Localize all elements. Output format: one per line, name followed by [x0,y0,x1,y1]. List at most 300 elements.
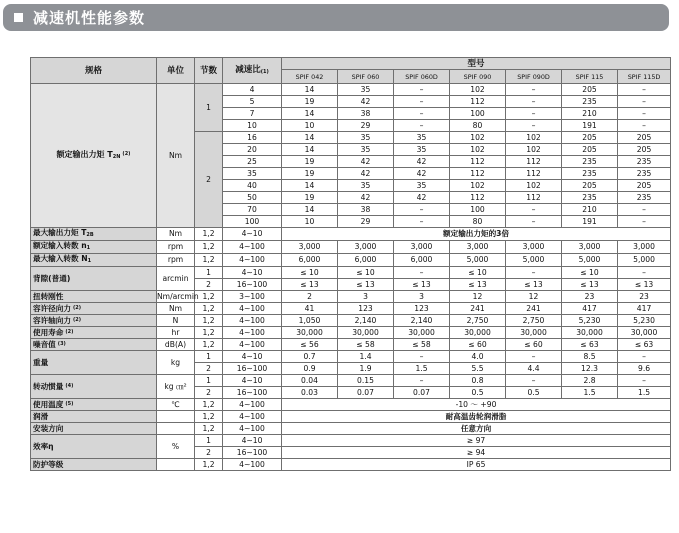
value-cell: 1.5 [618,387,671,399]
ratio-cell: 35 [223,168,282,180]
value-cell: ≤ 58 [394,339,450,351]
ratio-cell: 4~10 [223,435,282,447]
value-cell: 123 [338,303,394,315]
ratio-cell: 40 [223,180,282,192]
value-cell: 9.6 [618,363,671,375]
inertia-row [31,375,671,387]
max-speed-label-cell [31,254,157,267]
ratio-cell: 4~100 [223,241,282,254]
value-cell: 3,000 [562,241,618,254]
value-cell: – [506,204,562,216]
max-torque-label-cell [31,228,157,241]
lifetime-label-cell [31,327,157,339]
value-cell: ≤ 13 [282,279,338,291]
value-cell: 417 [618,303,671,315]
max-speed-row [31,254,671,267]
inertia-label: 转动惯量 [33,382,64,391]
value-cell: 112 [506,168,562,180]
value-cell: ≤ 58 [338,339,394,351]
value-cell: 112 [506,192,562,204]
value-cell: 30,000 [618,327,671,339]
value-cell: 205 [618,132,671,144]
model-header: SPIF 090D [506,70,562,84]
value-cell: ≤ 13 [394,279,450,291]
ratio-cell: 4~100 [223,459,282,471]
value-cell: 4.4 [506,363,562,375]
value-cell: 14 [282,108,338,120]
value-cell: – [506,108,562,120]
value-cell: ≤ 13 [562,279,618,291]
temperature-label: 使用温度 [33,400,64,409]
title-square-icon [14,13,23,22]
value-cell: 4.0 [450,351,506,363]
unit-cell [157,423,195,435]
page-title: 减速机性能参数 [33,9,146,27]
backlash-row [31,267,671,279]
axial-force-footnote: (2) [72,317,82,323]
header-model: 型号 [282,58,671,70]
stage-cell: 1,2 [195,411,223,423]
unit-cell: dB(A) [157,339,195,351]
value-cell: 30,000 [394,327,450,339]
noise-row [31,339,671,351]
rated-speed-label-cell [31,241,157,254]
value-cell: 3 [394,291,450,303]
value-cell: 205 [618,180,671,192]
value-cell: 35 [338,132,394,144]
stiffness-label: 扭转刚性 [33,291,64,301]
value-cell: 102 [506,180,562,192]
stage-cell: 1 [195,435,223,447]
value-cell: ≤ 13 [450,279,506,291]
temperature-label-cell [31,399,157,411]
noise-label-cell [31,339,157,351]
stiffness-label-cell [31,291,157,303]
model-header: SPIF 042 [282,70,338,84]
rated-torque-unit: Nm [157,84,195,228]
value-cell: ≤ 10 [338,267,394,279]
rated-torque-label-cell [31,84,157,228]
unit-cell: hr [157,327,195,339]
value-cell: 35 [394,180,450,192]
unit-cell: Nm [157,228,195,241]
value-cell: 191 [562,216,618,228]
ratio-cell: 4~100 [223,327,282,339]
ratio-cell: 4~10 [223,228,282,241]
temperature-value: -10 ～ +90 [282,399,671,411]
value-cell: 0.5 [450,387,506,399]
ratio-cell: 4~100 [223,254,282,267]
value-cell: 30,000 [338,327,394,339]
value-cell: 10 [282,120,338,132]
max-torque-label: 最大输出力矩 T [33,228,87,237]
value-cell: 112 [450,168,506,180]
value-cell: ≤ 56 [282,339,338,351]
model-header: SPIF 060D [394,70,450,84]
value-cell: 5.5 [450,363,506,375]
stage-cell: 1,2 [195,291,223,303]
mounting-value: 任意方向 [282,423,671,435]
stage-cell: 1,2 [195,254,223,267]
radial-force-label-cell [31,303,157,315]
title-bar [3,4,669,31]
value-cell: 19 [282,192,338,204]
value-cell: – [618,108,671,120]
lubrication-value: 耐高温齿轮润滑脂 [282,411,671,423]
stage-cell: 2 [195,132,223,228]
value-cell: – [394,351,450,363]
value-cell: 235 [562,192,618,204]
value-cell: 12 [450,291,506,303]
value-cell: ≤ 13 [506,279,562,291]
value-cell: 30,000 [450,327,506,339]
lifetime-row [31,327,671,339]
value-cell: 10 [282,216,338,228]
value-cell: 19 [282,96,338,108]
stage-cell: 1,2 [195,228,223,241]
protection-value: IP 65 [282,459,671,471]
protection-label-cell [31,459,157,471]
efficiency-row [31,435,671,447]
value-cell: 29 [338,120,394,132]
value-cell: 100 [450,204,506,216]
value-cell: 1.4 [338,351,394,363]
model-header: SPIF 115D [618,70,671,84]
stage-cell: 2 [195,387,223,399]
value-cell: – [506,351,562,363]
radial-force-footnote: (2) [72,305,82,311]
value-cell: 102 [506,132,562,144]
ratio-cell: 5 [223,96,282,108]
ratio-cell: 16~100 [223,363,282,375]
rated-speed-subscript: 1 [86,245,91,251]
max-speed-subscript: 1 [87,258,92,264]
value-cell: 35 [338,180,394,192]
value-cell: 42 [394,156,450,168]
stage-cell: 1 [195,84,223,132]
ratio-cell: 4~100 [223,423,282,435]
value-cell: 112 [450,156,506,168]
header-unit: 单位 [157,58,195,84]
value-cell: – [506,216,562,228]
value-cell: – [618,120,671,132]
value-cell: 12.3 [562,363,618,375]
value-cell: 29 [338,216,394,228]
stage-cell: 2 [195,363,223,375]
rated-torque-subscript: 2N [112,154,121,160]
value-cell: 14 [282,144,338,156]
value-cell: 123 [394,303,450,315]
value-cell: 2 [282,291,338,303]
max-torque-value: 额定输出力矩的3倍 [282,228,671,241]
ratio-cell: 16 [223,132,282,144]
unit-cell: kg [157,351,195,375]
unit-cell: rpm [157,241,195,254]
unit-cell: ℃ [157,399,195,411]
value-cell: 0.5 [506,387,562,399]
ratio-cell: 70 [223,204,282,216]
value-cell: 35 [338,84,394,96]
stage-cell: 1 [195,267,223,279]
value-cell: 42 [338,156,394,168]
value-cell: 80 [450,120,506,132]
value-cell: 210 [562,204,618,216]
header-row [31,58,671,70]
unit-cell: kg ㎝² [157,375,195,399]
value-cell: 3,000 [506,241,562,254]
value-cell: – [618,216,671,228]
axial-force-row [31,315,671,327]
value-cell: 102 [506,144,562,156]
header-ratio-label: 减速比 [235,64,261,75]
value-cell: 3,000 [338,241,394,254]
value-cell: ≤ 13 [618,279,671,291]
value-cell: 1.9 [338,363,394,375]
unit-cell [157,459,195,471]
value-cell: 235 [562,156,618,168]
value-cell: ≤ 60 [450,339,506,351]
value-cell: 5,000 [562,254,618,267]
value-cell: 3,000 [282,241,338,254]
unit-cell: Nm [157,303,195,315]
ratio-cell: 4~10 [223,351,282,363]
value-cell: – [618,267,671,279]
value-cell: – [506,375,562,387]
value-cell: 205 [562,84,618,96]
value-cell: 23 [562,291,618,303]
value-cell: – [618,204,671,216]
unit-cell: rpm [157,254,195,267]
value-cell: 14 [282,180,338,192]
value-cell: 2,750 [506,315,562,327]
value-cell: 2.8 [562,375,618,387]
radial-force-label: 容许径向力 [33,304,71,313]
value-cell: 30,000 [282,327,338,339]
value-cell: 205 [562,132,618,144]
noise-label: 噪音值 [33,340,56,349]
ratio-cell: 7 [223,108,282,120]
value-cell: – [618,84,671,96]
backlash-label-cell [31,267,157,291]
value-cell: 112 [450,192,506,204]
value-cell: 1.5 [562,387,618,399]
stage-cell: 2 [195,447,223,459]
value-cell: 2,140 [394,315,450,327]
value-cell: – [394,96,450,108]
efficiency-value: ≥ 97 [282,435,671,447]
value-cell: ≤ 10 [282,267,338,279]
lifetime-footnote: (2) [65,329,74,335]
lubrication-label: 润滑 [33,411,49,421]
weight-label: 重量 [33,357,49,367]
rated-speed-row [31,241,671,254]
ratio-cell: 16~100 [223,387,282,399]
ratio-cell: 16~100 [223,447,282,459]
value-cell: 235 [618,156,671,168]
ratio-cell: 4 [223,84,282,96]
value-cell: ≤ 10 [450,267,506,279]
value-cell: – [506,84,562,96]
value-cell: 0.04 [282,375,338,387]
value-cell: ≤ 63 [618,339,671,351]
stage-cell: 1,2 [195,241,223,254]
value-cell: 102 [450,144,506,156]
value-cell: 102 [450,132,506,144]
lubrication-label-cell [31,411,157,423]
value-cell: 42 [338,96,394,108]
model-header: SPIF 090 [450,70,506,84]
value-cell: ≤ 63 [562,339,618,351]
value-cell: 102 [450,180,506,192]
ratio-cell: 25 [223,156,282,168]
value-cell: – [506,96,562,108]
stage-cell: 1,2 [195,423,223,435]
value-cell: 38 [338,204,394,216]
value-cell: 80 [450,216,506,228]
value-cell: 1,050 [282,315,338,327]
value-cell: 102 [450,84,506,96]
value-cell: 235 [562,168,618,180]
value-cell: – [618,96,671,108]
value-cell: 14 [282,84,338,96]
value-cell: 35 [394,144,450,156]
stiffness-row [31,291,671,303]
value-cell: – [394,267,450,279]
stage-cell: 1 [195,351,223,363]
stage-cell: 1,2 [195,315,223,327]
unit-cell [157,411,195,423]
model-header: SPIF 060 [338,70,394,84]
stage-cell: 1,2 [195,399,223,411]
value-cell: – [506,267,562,279]
weight-row [31,351,671,363]
efficiency-label: 效率η [33,441,54,451]
ratio-cell: 4~100 [223,303,282,315]
value-cell: 14 [282,132,338,144]
value-cell: – [618,375,671,387]
value-cell: 38 [338,108,394,120]
value-cell: ≤ 60 [506,339,562,351]
value-cell: 30,000 [506,327,562,339]
ratio-cell: 4~100 [223,399,282,411]
value-cell: 42 [394,192,450,204]
mounting-label-cell [31,423,157,435]
value-cell: 0.8 [450,375,506,387]
value-cell: 205 [618,144,671,156]
value-cell: 8.5 [562,351,618,363]
value-cell: – [394,108,450,120]
model-header: SPIF 115 [562,70,618,84]
value-cell: 2,140 [338,315,394,327]
value-cell: 205 [562,180,618,192]
value-cell: 14 [282,204,338,216]
value-cell: 210 [562,108,618,120]
lubrication-row [31,411,671,423]
value-cell: 3 [338,291,394,303]
protection-label: 防护等级 [33,459,64,469]
inertia-label-cell [31,375,157,399]
value-cell: 417 [562,303,618,315]
rated-torque-footnote: (2) [122,151,131,157]
value-cell: 0.03 [282,387,338,399]
noise-footnote: (3) [57,341,66,347]
value-cell: 205 [562,144,618,156]
header-spec: 规格 [31,58,157,84]
unit-cell: arcmin [157,267,195,291]
ratio-cell: 16~100 [223,279,282,291]
backlash-label: 背隙(普通) [33,273,71,283]
efficiency-value: ≥ 94 [282,447,671,459]
rated-speed-label: 额定输入转数 n [33,241,87,250]
ratio-cell: 4~10 [223,267,282,279]
axial-force-label: 容许轴向力 [33,316,71,325]
ratio-cell: 4~100 [223,339,282,351]
rated-torque-label: 额定输出力矩 T [56,150,113,159]
value-cell: 42 [338,168,394,180]
unit-cell: Nm/arcmin [157,291,199,301]
header-stage: 节数 [195,58,223,84]
efficiency-label-cell [31,435,157,459]
value-cell: 235 [562,96,618,108]
max-torque-row [31,228,671,241]
mounting-label: 安装方向 [33,423,64,433]
inertia-footnote: (4) [65,383,74,389]
value-cell: 100 [450,108,506,120]
max-speed-label: 最大输入转数 N [33,254,88,263]
value-cell: 30,000 [562,327,618,339]
ratio-cell: 3~100 [223,291,282,303]
value-cell: – [394,120,450,132]
header-ratio-footnote: (1) [260,68,269,75]
value-cell: 12 [506,291,562,303]
value-cell: 35 [338,144,394,156]
value-cell: 2,750 [450,315,506,327]
stage-cell: 1,2 [195,303,223,315]
value-cell: 0.07 [394,387,450,399]
rated-torque-row [31,84,671,96]
value-cell: 5,000 [618,254,671,267]
header-ratio [223,58,282,84]
value-cell: – [394,216,450,228]
ratio-cell: 20 [223,144,282,156]
value-cell: 6,000 [394,254,450,267]
protection-row [31,459,671,471]
spec-table [30,57,671,471]
value-cell: 23 [618,291,671,303]
stage-cell: 2 [195,279,223,291]
ratio-cell: 4~100 [223,411,282,423]
value-cell: 19 [282,168,338,180]
stage-cell: 1 [195,375,223,387]
temperature-footnote: (5) [65,401,74,407]
axial-force-label-cell [31,315,157,327]
lifetime-label: 使用寿命 [33,328,64,337]
value-cell: 5,230 [618,315,671,327]
value-cell: 3,000 [394,241,450,254]
unit-cell: % [157,435,195,459]
value-cell: 235 [618,192,671,204]
value-cell: 6,000 [282,254,338,267]
value-cell: 0.15 [338,375,394,387]
value-cell: 19 [282,156,338,168]
value-cell: 191 [562,120,618,132]
ratio-cell: 10 [223,120,282,132]
value-cell: 5,000 [450,254,506,267]
value-cell: 0.7 [282,351,338,363]
ratio-cell: 4~100 [223,315,282,327]
value-cell: 42 [394,168,450,180]
value-cell: – [394,204,450,216]
